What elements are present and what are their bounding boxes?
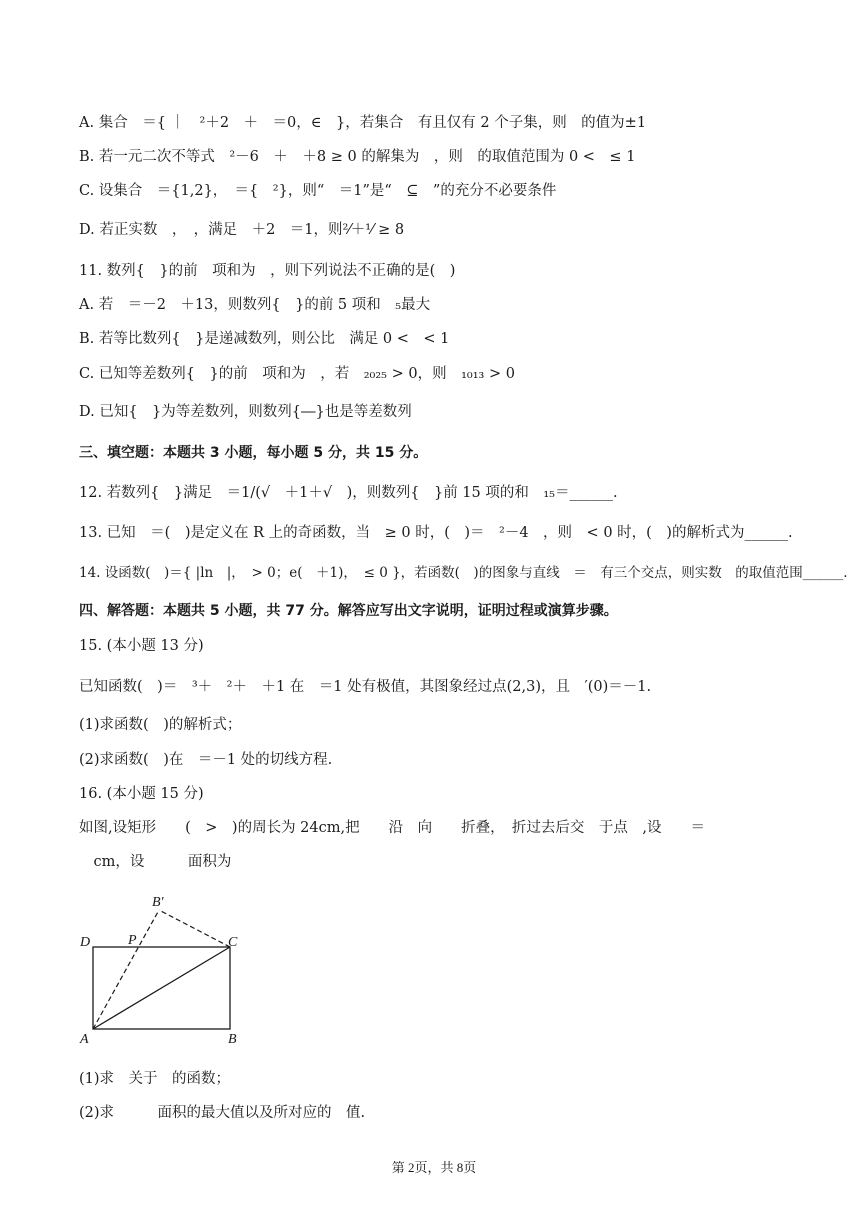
question-12: 12. 若数列{ }满足 ＝1/(√ ＋1＋√ )，则数列{ }前 15 项的和 ₁₅＝______. (79, 485, 618, 501)
label-b-prime: B′ (152, 895, 164, 910)
label-p: P (128, 933, 137, 948)
label-b: B (228, 1032, 237, 1047)
question-10-option-c: C. 设集合 ＝{1,2}， ＝{ ²}，则“ ＝1”是“ ⊆ ”的充分不必要条件 (79, 183, 557, 199)
question-15-stem: 已知函数( )＝ ³＋ ²＋ ＋1 在 ＝1 处有极值，其图象经过点(2,3)，且 ′(0)＝－1. (79, 679, 652, 695)
label-a: A (80, 1032, 89, 1047)
folded-edge-cb-prime (159, 910, 230, 947)
question-15-part-2: (2)求函数( )在 ＝－1 处的切线方程. (79, 752, 333, 768)
question-11-option-a: A. 若 ＝－2 ＋13，则数列{ }的前 5 项和 ₅最大 (79, 297, 431, 313)
question-13: 13. 已知 ＝( )是定义在 R 上的奇函数，当 ≥ 0 时，( )＝ ²－4 ，则 < 0 时，( )的解析式为______. (79, 525, 793, 541)
question-16-stem: 如图,设矩形 ( > )的周长为 24cm,把 沿 向 折叠， 折过去后交 于点 ,设 ＝ (79, 820, 705, 836)
page-footer: 第 2页，共 8页 (391, 1160, 477, 1175)
diagonal-ac (93, 947, 230, 1029)
label-c: C (228, 935, 238, 950)
folded-edge-ab-prime (93, 910, 159, 1029)
section-heading-answers: 四、解答题：本题共 5 小题，共 77 分。解答应写出文字说明，证明过程或演算步骤。 (79, 603, 618, 619)
question-15-part-1: (1)求函数( )的解析式； (79, 717, 242, 733)
question-10-option-a: A. 集合 ＝{ ｜ ²＋2 ＋ ＝0，∈ }，若集合 有且仅有 2 个子集，则 的值为±1 (79, 115, 647, 131)
question-11-option-c: C. 已知等差数列{ }的前 项和为 ，若 ₂₀₂₅ > 0，则 ₁₀₁₃ > 0 (79, 366, 515, 382)
question-16-part-1: (1)求 关于 的函数； (79, 1071, 231, 1087)
question-16-stem-cont: cm，设 面积为 (79, 854, 232, 870)
question-10-option-d: D. 若正实数 ， ，满足 ＋2 ＝1，则²⁄＋¹⁄ ≥ 8 (79, 222, 405, 238)
question-11-option-d: D. 已知{ }为等差数列，则数列{―}也是等差数列 (79, 404, 412, 420)
question-16-header: 16. (本小题 15 分) (79, 786, 204, 802)
question-11-option-b: B. 若等比数列{ }是递减数列，则公比 满足 0 < < 1 (79, 331, 450, 347)
question-11-stem: 11. 数列{ }的前 项和为 ，则下列说法不正确的是( ) (79, 263, 456, 279)
rectangle-fold-figure (76, 890, 256, 1050)
question-15-header: 15. (本小题 13 分) (79, 638, 204, 654)
question-10-option-b: B. 若一元二次不等式 ²－6 ＋ ＋8 ≥ 0 的解集为 ，则 的取值范围为 0 < ≤ 1 (79, 149, 636, 165)
section-heading-fill-in: 三、填空题：本题共 3 小题，每小题 5 分，共 15 分。 (79, 445, 428, 461)
question-14: 14. 设函数( )＝{ |ln |， > 0；e( ＋1)， ≤ 0 }，若函数( )的图象与直线 ＝ 有三个交点，则实数 的取值范围______. (79, 565, 848, 581)
label-d: D (80, 935, 91, 950)
question-16-part-2: (2)求 面积的最大值以及所对应的 值. (79, 1105, 366, 1121)
